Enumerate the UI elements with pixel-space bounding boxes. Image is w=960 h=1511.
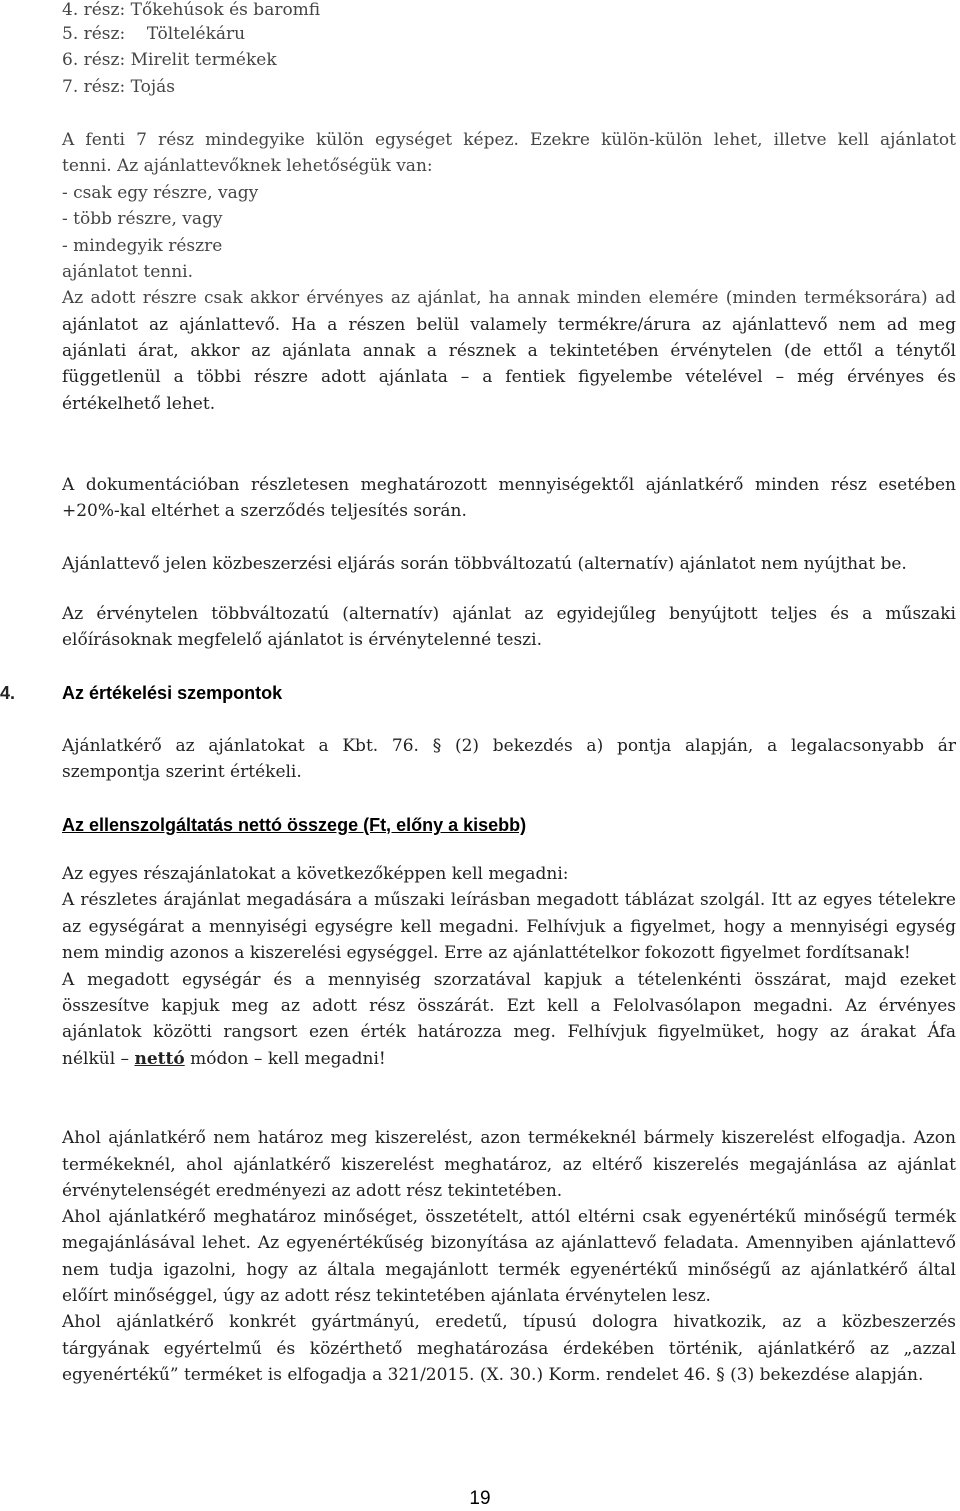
intro-line-8: értékelhető lehet. bbox=[62, 394, 216, 414]
price-line-7: ajánlatok közötti rangsort ezen érték határozza meg. Felhívjuk figyelmüket, hogy az árakat Áfa bbox=[62, 1022, 956, 1042]
intro-line-5: ajánlatot az ajánlattevő. Ha a részen belül valamely termékre/árura az ajánlattevő nem ad meg bbox=[62, 315, 956, 335]
intro-line-2: tenni. Az ajánlattevőknek lehetőségük van: bbox=[62, 156, 433, 176]
lot-4: 4. rész: Tőkehúsok és baromfi bbox=[62, 0, 321, 20]
intro-line-7: függetlenül a többi részre adott ajánlata – a fentiek figyelembe vételével – még érvényes és bbox=[62, 367, 956, 387]
section-number: 4. bbox=[0, 683, 16, 703]
packaging-line-3: érvénytelenségét eredményezi az adott rész tekintetében. bbox=[62, 1181, 563, 1201]
price-line-2: A részletes árajánlat megadására a műszaki leírásban megadott táblázat szolgál. Itt az egyes tételekre bbox=[62, 890, 956, 910]
price-line-8 bbox=[62, 1046, 386, 1072]
alternative-offer-paragraph: Ajánlattevő jelen közbeszerzési eljárás során többváltozatú (alternatív) ajánlatot nem nyújthat be. bbox=[62, 554, 907, 574]
price-line-3: az egységárat a mennyiségi egységre kell megadni. Felhívjuk a figyelmet, hogy a mennyiségi egység bbox=[62, 917, 956, 937]
invalid-alternative-line-1: Az érvénytelen többváltozatú (alternatív) ajánlat az egyidejűleg benyújtott teljes és a műszaki bbox=[62, 604, 956, 624]
intro-line-6: ajánlati árat, akkor az ajánlata annak a résznek a tekintetében érvénytelen (de ettől a ténytől bbox=[62, 341, 956, 361]
quantity-line-1: A dokumentációban részletesen meghatározott mennyiségektől ajánlatkérő minden rész esetében bbox=[62, 475, 956, 495]
price-line-4: nem mindig azonos a kiszerelési egységgel. Erre az ajánlattételkor fokozott figyelmet fordítsanak! bbox=[62, 943, 911, 963]
price-line-1: Az egyes részajánlatokat a következőképpen kell megadni: bbox=[62, 864, 569, 884]
packaging-line-1: Ahol ajánlatkérő nem határoz meg kiszerelést, azon termékeknél bármely kiszerelést elfogadja. Azon bbox=[62, 1128, 956, 1148]
price-line-8-start: nélkül – bbox=[62, 1049, 135, 1069]
page-number: 19 bbox=[469, 1488, 491, 1509]
quality-line-2: megajánlásával lehet. Az egyenértékűség bizonyítása az ajánlattevő feladata. Amennyiben ajánlattevő bbox=[62, 1233, 956, 1253]
intro-line-3: ajánlatot tenni. bbox=[62, 262, 193, 282]
price-line-5: A megadott egységár és a mennyiség szorzatával kapjuk a tételenkénti összárat, majd ezeket bbox=[62, 970, 956, 990]
packaging-line-2: termékeknél, ahol ajánlatkérő kiszerelést meghatároz, az eltérő kiszerelés megajánlása az ajánlat bbox=[62, 1155, 956, 1175]
brand-line-1: Ahol ajánlatkérő konkrét gyártmányú, eredetű, típusú dologra hivatkozik, az a közbeszerzés bbox=[62, 1312, 956, 1332]
lot-6: 6. rész: Mirelit termékek bbox=[62, 50, 277, 70]
lot-5: 5. rész: Töltelékáru bbox=[62, 24, 246, 44]
quantity-line-2: +20%-kal eltérhet a szerződés teljesítés során. bbox=[62, 501, 467, 521]
option-all-parts: - mindegyik részre bbox=[62, 236, 223, 256]
quality-line-3: nem tudja igazolni, hogy az általa megajánlott termék egyenértékű minőségű az ajánlatkérő által bbox=[62, 1260, 956, 1280]
brand-line-2: tárgyának egyértelmű és közérthető meghatározása érdekében történik, ajánlatkérő az „azzal bbox=[62, 1339, 956, 1359]
price-subheading: Az ellenszolgáltatás nettó összege (Ft, előny a kisebb) bbox=[62, 815, 527, 835]
option-several-parts: - több részre, vagy bbox=[62, 209, 223, 229]
price-line-6: összesítve kapjuk meg az adott rész összárát. Ezt kell a Felolvasólapon megadni. Az érvényes bbox=[62, 996, 956, 1016]
net-emphasis: nettó bbox=[134, 1049, 185, 1069]
invalid-alternative-line-2: előírásoknak megfelelő ajánlatot is érvénytelenné teszi. bbox=[62, 630, 542, 650]
option-one-part: - csak egy részre, vagy bbox=[62, 183, 259, 203]
intro-line-4: Az adott részre csak akkor érvényes az ajánlat, ha annak minden elemére (minden terméksorára) ad bbox=[62, 288, 956, 308]
lot-7: 7. rész: Tojás bbox=[62, 77, 176, 97]
intro-line-1: A fenti 7 rész mindegyike külön egységet képez. Ezekre külön-külön lehet, illetve kell ajánlatot bbox=[62, 130, 956, 150]
criteria-line-2: szempontja szerint értékeli. bbox=[62, 762, 302, 782]
section-title: Az értékelési szempontok bbox=[62, 683, 283, 703]
brand-line-3: egyenértékű” terméket is elfogadja a 321/2015. (X. 30.) Korm. rendelet 46. § (3) bekezdése alapján. bbox=[62, 1365, 924, 1385]
criteria-line-1: Ajánlatkérő az ajánlatokat a Kbt. 76. § (2) bekezdés a) pontja alapján, a legalacsonyabb ár bbox=[62, 736, 956, 756]
price-line-8-end: módon – kell megadni! bbox=[184, 1049, 386, 1069]
quality-line-1: Ahol ajánlatkérő meghatároz minőséget, összetételt, attól eltérni csak egyenértékű minőségű termék bbox=[62, 1207, 956, 1227]
quality-line-4: előírt minőséggel, úgy az adott rész tekintetében ajánlata érvénytelen lesz. bbox=[62, 1286, 711, 1306]
